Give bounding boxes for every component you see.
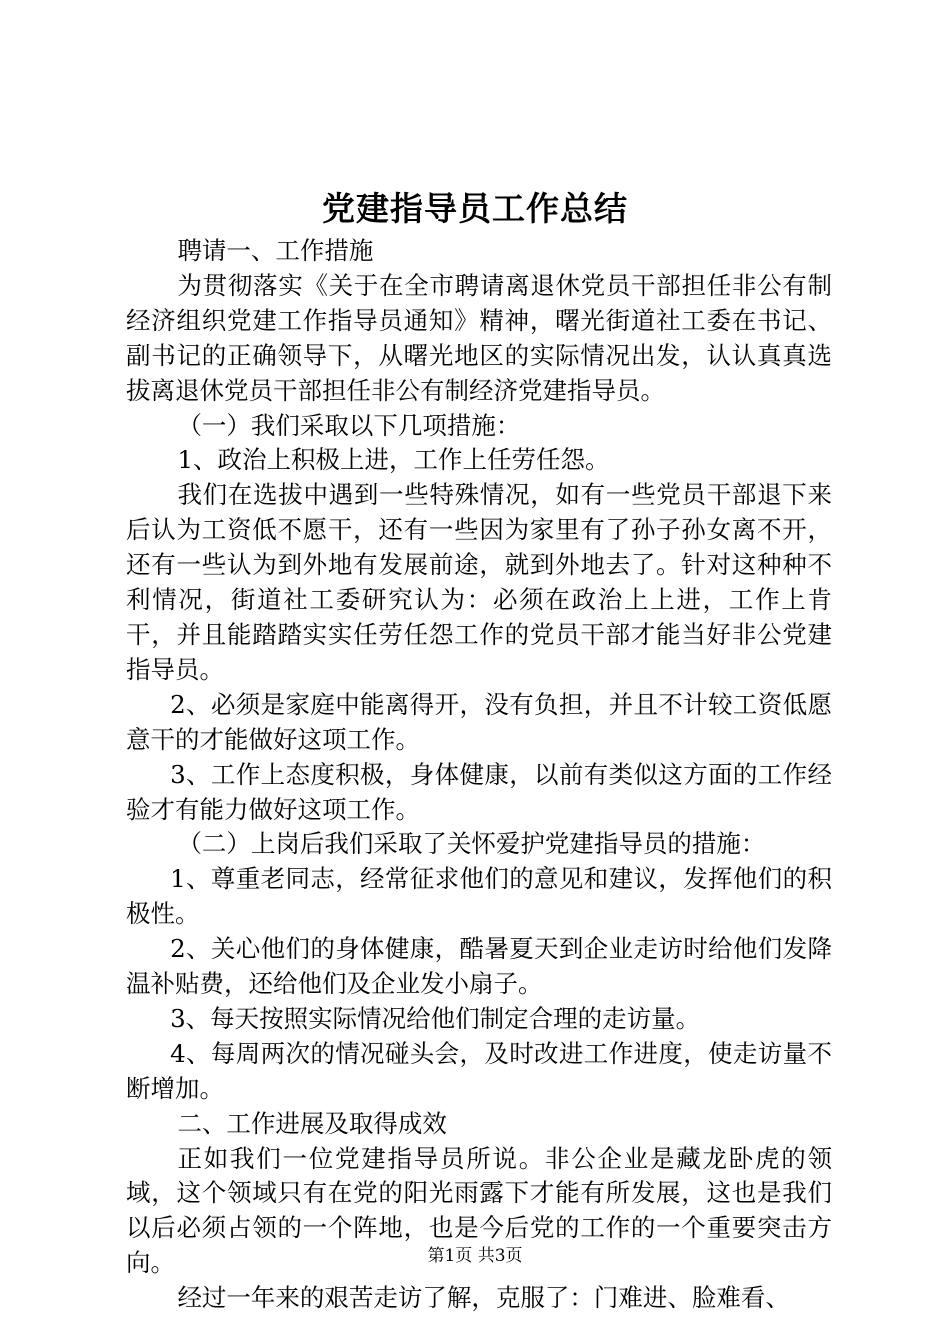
body-paragraph: 3、工作上态度积极，身体健康，以前有类似这方面的工作经验才有能力做好这项工作。: [126, 759, 832, 824]
body-paragraph: 1、尊重老同志，经常征求他们的意见和建议，发挥他们的积极性。: [126, 864, 832, 929]
body-paragraph: （一）我们采取以下几项措施：: [177, 410, 521, 440]
body-paragraph: 2、关心他们的身体健康，酷暑夏天到企业走访时给他们发降温补贴费，还给他们及企业发小扇子。: [126, 934, 832, 999]
body-paragraph: 二、工作进展及取得成效: [177, 1108, 447, 1138]
body-paragraph: 4、每周两次的情况碰头会，及时改进工作进度，使走访量不断增加。: [126, 1038, 832, 1103]
body-paragraph: 聘请一、工作措施: [177, 236, 374, 265]
body-paragraph: 3、每天按照实际情况给他们制定合理的走访量。: [170, 1003, 701, 1033]
body-paragraph: 2、必须是家庭中能离得开，没有负担，并且不计较工资低愿意干的才能做好这项工作。: [126, 689, 832, 754]
body-paragraph: 经过一年来的艰苦走访了解，克服了：门难进、脸难看、: [177, 1283, 790, 1313]
document-title: 党建指导员工作总结: [322, 189, 628, 228]
body-paragraph: 正如我们一位党建指导员所说。非公企业是藏龙卧虎的领域，这个领域只有在党的阳光雨露下才能有所发展，这也是我们以后必须占领的一个阵地，也是今后党的工作的一个重要突击方向。: [126, 1143, 832, 1278]
body-paragraph: 1、政治上积极上进，工作上任劳任怨。: [177, 445, 610, 475]
body-paragraph: （二）上岗后我们采取了关怀爱护党建指导员的措施：: [177, 829, 766, 859]
page-footer: 第1页 共3页: [427, 1246, 523, 1266]
body-paragraph: 我们在选拔中遇到一些特殊情况，如有一些党员干部退下来后认为工资低不愿干，还有一些因为家里有了孙子孙女离不开，还有一些认为到外地有发展前途，就到外地去了。针对这种种不利情况，街道社工委研究认为：必须在政治上上进，工作上肯干，并且能踏踏实实任劳任怨工作的党员干部才能当好非公党建指导员。: [126, 480, 832, 684]
document-body: [126, 234, 832, 1316]
body-paragraph: 为贯彻落实《关于在全市聘请离退休党员干部担任非公有制经济组织党建工作指导员通知》精神，曙光街道社工委在书记、副书记的正确领导下，从曙光地区的实际情况出发，认认真真选拔离退休党员干部担任非公有制经济党建指导员。: [126, 270, 832, 405]
